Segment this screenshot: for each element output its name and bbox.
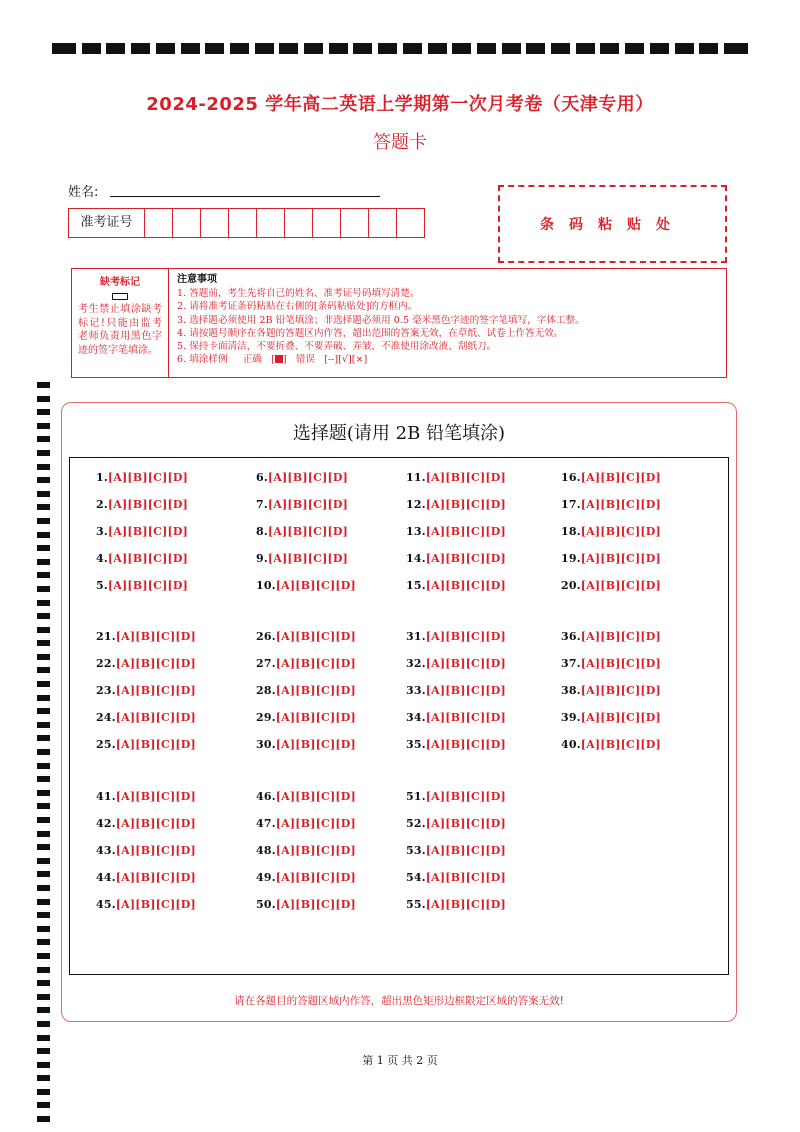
exam-id-cell[interactable] [397,209,424,237]
question-number: 15. [406,579,426,592]
alignment-mark [428,43,447,54]
alignment-mark [551,43,570,54]
exam-id-cell[interactable] [145,209,173,237]
answer-options[interactable]: [A][B][C][D] [267,471,349,484]
question-number: 19. [561,552,581,565]
alignment-mark [37,627,50,633]
question-41[interactable] [96,790,196,803]
exam-id-cell[interactable] [369,209,397,237]
question-number: 8. [256,525,268,538]
alignment-mark [37,953,50,959]
question-number: 33. [406,684,426,697]
question-number: 51. [406,790,426,803]
alignment-mark [37,586,50,592]
question-number: 28. [256,684,276,697]
notes-item: 1. 答题前，考生先将自己的姓名、准考证号码填写清楚。 [177,288,420,300]
question-number: 34. [406,711,426,724]
question-45[interactable] [96,898,196,911]
answer-options[interactable]: [A][B][C][D] [425,579,506,592]
answer-options[interactable]: [A][B][C][D] [115,657,196,670]
question-number: 9. [256,552,268,565]
answer-options[interactable]: [A][B][C][D] [267,525,349,538]
question-number: 1. [96,471,108,484]
question-number: 46. [256,790,276,803]
top-alignment-marks [52,43,748,54]
alignment-mark [106,43,125,54]
question-number: 25. [96,738,116,751]
alignment-mark [37,967,50,973]
question-49[interactable] [256,871,356,884]
answer-options[interactable]: [A][B][C][D] [425,630,506,643]
alignment-mark [37,885,50,891]
alignment-mark [37,477,50,483]
exam-id-label: 准考证号 [69,209,145,237]
question-number: 29. [256,711,276,724]
answer-options[interactable]: [A][B][C][D] [275,630,356,643]
alignment-mark [37,436,50,442]
question-2[interactable] [96,498,188,511]
notes-sample [177,353,718,366]
question-23[interactable] [96,684,196,697]
answer-options[interactable]: [A][B][C][D] [580,525,661,538]
question-9[interactable] [256,552,348,565]
question-30[interactable] [256,738,356,751]
alignment-mark [37,681,50,687]
alignment-mark [477,43,496,54]
choice-section [61,402,737,1022]
question-number: 7. [256,498,268,511]
question-number: 23. [96,684,116,697]
alignment-mark [37,1116,50,1122]
question-number: 21. [96,630,116,643]
alignment-mark [131,43,150,54]
notes-item: 5. 保持卡面清洁，不要折叠、不要弄破、弄皱，不准使用涂改液、刮纸刀。 [177,341,497,353]
alignment-mark [205,43,224,54]
question-22[interactable] [96,657,196,670]
question-number: 47. [256,817,276,830]
alignment-mark [230,43,249,54]
answer-options[interactable]: [A][B][C][D] [115,630,196,643]
answer-options[interactable]: [A][B][C][D] [107,525,189,538]
alignment-mark [37,763,50,769]
alignment-mark [37,423,50,429]
exam-id-cell[interactable] [341,209,369,237]
question-27[interactable] [256,657,356,670]
question-16[interactable] [561,471,661,484]
alignment-mark [37,1035,50,1041]
question-13[interactable] [406,525,506,538]
notes-item: 3. 选择题必须使用 2B 铅笔填涂；非选择题必须用 0.5 毫米黑色字迹的签字笔填写，字体工整。 [177,314,585,326]
question-number: 54. [406,871,426,884]
notes-title: 注意事项 [177,274,217,285]
notes-item: 4. 请按题号顺序在各题的答题区内作答，超出范围的答案无效，在草纸、试卷上作答无效。 [177,327,564,339]
answer-options[interactable]: [A][B][C][D] [425,738,506,751]
question-number: 32. [406,657,426,670]
question-18[interactable] [561,525,661,538]
alignment-mark [156,43,175,54]
answer-options[interactable]: [A][B][C][D] [115,844,196,857]
answer-options[interactable]: [A][B][C][D] [275,898,356,911]
alignment-mark [37,1021,50,1027]
alignment-mark [279,43,298,54]
notes-box [169,269,726,377]
alignment-mark [37,396,50,402]
sample-correct-label: 正确 [242,354,263,366]
question-42[interactable] [96,817,196,830]
question-5[interactable] [96,579,188,592]
question-44[interactable] [96,871,196,884]
answer-options[interactable]: [A][B][C][D] [580,630,661,643]
filled-square-icon [275,355,283,363]
answer-options[interactable]: [A][B][C][D] [107,471,189,484]
question-26[interactable] [256,630,356,643]
alignment-mark [37,382,50,388]
question-39[interactable] [561,711,661,724]
alignment-mark [37,858,50,864]
alignment-mark [37,939,50,945]
answer-options[interactable]: [A][B][C][D] [115,817,196,830]
alignment-mark [353,43,372,54]
exam-id-cell[interactable] [257,209,285,237]
absent-title: 缺考标记 [100,277,140,288]
question-3[interactable] [96,525,188,538]
question-51[interactable] [406,790,506,803]
alignment-mark [37,491,50,497]
alignment-mark [675,43,694,54]
answer-options[interactable]: [A][B][C][D] [115,684,196,697]
answer-options[interactable]: [A][B][C][D] [267,552,349,565]
alignment-mark [329,43,348,54]
question-7[interactable] [256,498,348,511]
answer-options[interactable]: [A][B][C][D] [425,498,506,511]
alignment-mark [37,518,50,524]
question-52[interactable] [406,817,506,830]
alignment-mark [37,749,50,755]
alignment-mark [600,43,619,54]
answer-options[interactable]: [A][B][C][D] [115,711,196,724]
alignment-mark [650,43,669,54]
question-number: 35. [406,738,426,751]
question-number: 3. [96,525,108,538]
question-46[interactable] [256,790,356,803]
question-number: 10. [256,579,276,592]
alignment-mark [37,1089,50,1095]
alignment-mark [37,572,50,578]
question-number: 17. [561,498,581,511]
question-15[interactable] [406,579,506,592]
alignment-mark [37,1007,50,1013]
choice-section-footer: 请在各题目的答题区域内作答，超出黑色矩形边框限定区域的答案无效! [234,995,564,1007]
question-25[interactable] [96,738,196,751]
notice-box [71,268,727,378]
question-number: 16. [561,471,581,484]
question-number: 37. [561,657,581,670]
answer-options[interactable]: [A][B][C][D] [425,871,506,884]
question-number: 24. [96,711,116,724]
question-35[interactable] [406,738,506,751]
alignment-mark [37,831,50,837]
alignment-mark [37,695,50,701]
question-number: 39. [561,711,581,724]
question-12[interactable] [406,498,506,511]
question-54[interactable] [406,871,506,884]
question-number: 13. [406,525,426,538]
alignment-mark [37,708,50,714]
alignment-mark [37,464,50,470]
sample-prefix: 6. 填涂样例 [177,354,228,366]
answer-options[interactable]: [A][B][C][D] [580,471,661,484]
answer-options[interactable]: [A][B][C][D] [107,498,189,511]
alignment-mark [37,504,50,510]
answer-options[interactable]: [A][B][C][D] [580,498,661,511]
page-number: 第 1 页 共 2 页 [362,1054,438,1067]
answer-options[interactable]: [A][B][C][D] [425,711,506,724]
barcode-area [498,185,727,263]
answer-options[interactable]: [A][B][C][D] [580,579,661,592]
alignment-mark [452,43,471,54]
question-33[interactable] [406,684,506,697]
answer-area [69,457,729,975]
left-alignment-marks [37,382,50,1130]
alignment-mark [37,1102,50,1108]
question-20[interactable] [561,579,661,592]
answer-options[interactable]: [A][B][C][D] [425,657,506,670]
question-6[interactable] [256,471,348,484]
alignment-mark [37,545,50,551]
question-number: 38. [561,684,581,697]
question-number: 6. [256,471,268,484]
question-number: 55. [406,898,426,911]
exam-id-cell[interactable] [313,209,341,237]
answer-options[interactable]: [A][B][C][D] [425,684,506,697]
answer-options[interactable]: [A][B][C][D] [115,790,196,803]
alignment-mark [37,994,50,1000]
question-number: 12. [406,498,426,511]
answer-options[interactable]: [A][B][C][D] [275,817,356,830]
answer-options[interactable]: [A][B][C][D] [580,711,661,724]
alignment-mark [37,790,50,796]
question-number: 36. [561,630,581,643]
alignment-mark [378,43,397,54]
answer-options[interactable]: [A][B][C][D] [425,817,506,830]
question-48[interactable] [256,844,356,857]
answer-options[interactable]: [A][B][C][D] [275,657,356,670]
answer-options[interactable]: [A][B][C][D] [115,738,196,751]
answer-options[interactable]: [A][B][C][D] [580,684,661,697]
answer-options[interactable]: [A][B][C][D] [580,657,661,670]
question-number: 14. [406,552,426,565]
name-field[interactable] [110,196,380,197]
question-number: 26. [256,630,276,643]
answer-options[interactable]: [A][B][C][D] [107,579,189,592]
question-29[interactable] [256,711,356,724]
answer-options[interactable]: [A][B][C][D] [275,711,356,724]
alignment-mark [37,803,50,809]
alignment-mark [304,43,323,54]
question-number: 18. [561,525,581,538]
question-number: 49. [256,871,276,884]
question-43[interactable] [96,844,196,857]
alignment-mark [526,43,545,54]
question-28[interactable] [256,684,356,697]
question-31[interactable] [406,630,506,643]
exam-id-cell[interactable] [285,209,313,237]
alignment-mark [37,776,50,782]
absent-checkbox[interactable] [112,293,128,300]
alignment-mark [37,735,50,741]
question-number: 2. [96,498,108,511]
alignment-mark [37,654,50,660]
notes-item: 2. 请将准考证条码粘贴在右侧的[条码粘贴处]的方框内。 [177,301,418,313]
question-24[interactable] [96,711,196,724]
question-number: 22. [96,657,116,670]
answer-options[interactable]: [A][B][C][D] [275,871,356,884]
alignment-mark [699,43,718,54]
exam-id-cell[interactable] [173,209,201,237]
sample-wrong-label: 错误 [295,354,316,366]
alignment-mark [37,409,50,415]
absent-mark-box [72,269,169,377]
alignment-mark [37,640,50,646]
alignment-mark [37,844,50,850]
question-21[interactable] [96,630,196,643]
alignment-mark [52,43,76,54]
question-37[interactable] [561,657,661,670]
question-number: 27. [256,657,276,670]
question-47[interactable] [256,817,356,830]
question-50[interactable] [256,898,356,911]
question-number: 40. [561,738,581,751]
answer-options[interactable]: [A][B][C][D] [275,844,356,857]
alignment-mark [37,450,50,456]
question-number: 48. [256,844,276,857]
sample-correct-mark: [ ] [271,354,287,366]
answer-options[interactable]: [A][B][C][D] [425,552,506,565]
answer-options[interactable]: [A][B][C][D] [580,552,661,565]
question-number: 20. [561,579,581,592]
page-title: 2024-2025 学年高二英语上学期第一次月考卷（天津专用） [146,94,654,115]
answer-options[interactable]: [A][B][C][D] [275,790,356,803]
alignment-mark [37,722,50,728]
question-number: 42. [96,817,116,830]
alignment-mark [37,600,50,606]
sample-wrong-marks: [--][√][×] [324,354,368,366]
alignment-mark [37,1075,50,1081]
alignment-mark [37,899,50,905]
answer-options[interactable]: [A][B][C][D] [107,552,189,565]
answer-options[interactable]: [A][B][C][D] [425,471,506,484]
question-number: 43. [96,844,116,857]
answer-options[interactable]: [A][B][C][D] [267,498,349,511]
question-number: 4. [96,552,108,565]
alignment-mark [37,559,50,565]
answer-options[interactable]: [A][B][C][D] [275,738,356,751]
absent-text: 考生禁止填涂缺考标记!只能由监考老师负责用黑色字迹的签字笔填涂。 [78,304,162,356]
alignment-mark [37,980,50,986]
question-number: 31. [406,630,426,643]
question-55[interactable] [406,898,506,911]
question-number: 5. [96,579,108,592]
question-number: 52. [406,817,426,830]
answer-options[interactable]: [A][B][C][D] [425,898,506,911]
alignment-mark [37,871,50,877]
alignment-mark [82,43,101,54]
alignment-mark [403,43,422,54]
question-number: 53. [406,844,426,857]
alignment-mark [37,532,50,538]
question-number: 30. [256,738,276,751]
question-8[interactable] [256,525,348,538]
question-number: 45. [96,898,116,911]
name-label: 姓名: [68,185,99,200]
alignment-mark [37,926,50,932]
question-number: 50. [256,898,276,911]
answer-options[interactable]: [A][B][C][D] [425,844,506,857]
choice-section-title: 选择题(请用 2B 铅笔填涂) [292,423,506,444]
alignment-mark [37,817,50,823]
question-number: 11. [406,471,426,484]
answer-options[interactable]: [A][B][C][D] [115,898,196,911]
answer-options[interactable]: [A][B][C][D] [425,790,506,803]
question-19[interactable] [561,552,661,565]
alignment-mark [724,43,748,54]
barcode-label: 条码粘贴处 [540,217,685,233]
exam-id-cell[interactable] [229,209,257,237]
alignment-mark [255,43,274,54]
page-subtitle: 答题卡 [373,132,427,153]
question-4[interactable] [96,552,188,565]
question-40[interactable] [561,738,661,751]
question-11[interactable] [406,471,506,484]
question-number: 41. [96,790,116,803]
question-34[interactable] [406,711,506,724]
alignment-mark [625,43,644,54]
alignment-mark [37,667,50,673]
answer-options[interactable]: [A][B][C][D] [580,738,661,751]
answer-options[interactable]: [A][B][C][D] [275,684,356,697]
alignment-mark [37,613,50,619]
question-14[interactable] [406,552,506,565]
question-36[interactable] [561,630,661,643]
alignment-mark [576,43,595,54]
answer-options[interactable]: [A][B][C][D] [275,579,356,592]
question-10[interactable] [256,579,356,592]
alignment-mark [181,43,200,54]
exam-id-box [68,208,425,238]
question-1[interactable] [96,471,188,484]
question-38[interactable] [561,684,661,697]
question-17[interactable] [561,498,661,511]
answer-options[interactable]: [A][B][C][D] [115,871,196,884]
answer-options[interactable]: [A][B][C][D] [425,525,506,538]
alignment-mark [37,912,50,918]
question-number: 44. [96,871,116,884]
exam-id-cell[interactable] [201,209,229,237]
question-32[interactable] [406,657,506,670]
question-53[interactable] [406,844,506,857]
alignment-mark [502,43,521,54]
